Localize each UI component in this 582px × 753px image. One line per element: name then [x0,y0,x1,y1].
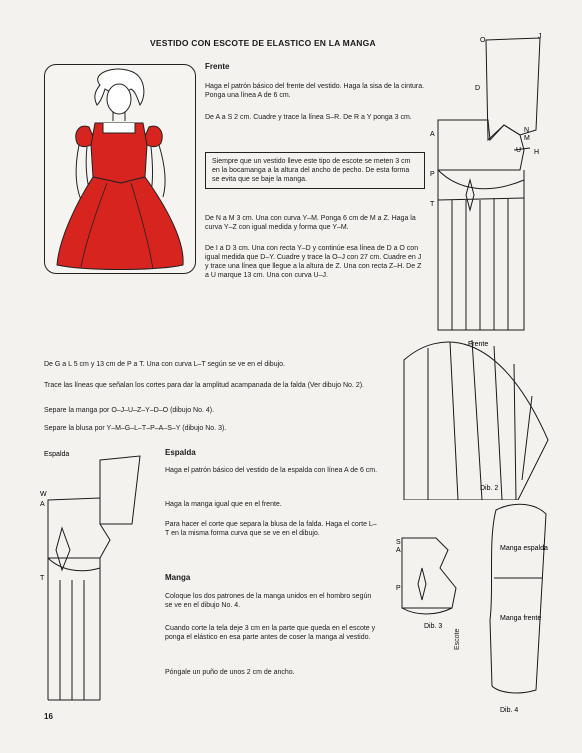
frente-heading: Frente [205,62,230,71]
frente-paragraph-4: De I a D 3 cm. Una con recta Y–D y continúe esa línea de D a O con igual medida que D–Y. Cuadre y trace la O–J con 27 cm. Cuadre en J y trace una línea que llegue a la altura de Z. Una con recta Z–H. De Z a U marque 13 cm. Una con curva U–J. [205,245,422,279]
dib3-blouse-drawing [396,528,476,638]
frente-paragraph-2: De A a S 2 cm. Cuadre y trace la línea S–R. De R a Y ponga 3 cm. [205,114,412,121]
svg-text:M: M [524,135,530,142]
dib2-skirt-drawing [398,330,558,500]
svg-text:T: T [40,575,45,582]
svg-text:A: A [396,547,401,554]
frente-drawing-label: Frente [468,341,489,348]
svg-text:D: D [475,85,481,92]
manga-heading: Manga [165,573,191,582]
dib3-label: Dib. 3 [424,623,443,630]
manga-espalda-label: Manga espalda [500,545,548,552]
page-title: VESTIDO CON ESCOTE DE ELASTICO EN LA MANGA [150,38,376,48]
svg-text:A: A [430,131,435,138]
mid-paragraph-4: Separe la blusa por Y–M–G–L–T–P–A–S–Y (dibujo No. 3). [44,425,227,432]
mid-paragraph-2: Trace las líneas que señalan los cortes para dar la amplitud acampanada de la falda (Ver dibujo No. 2). [44,382,364,389]
svg-text:N: N [524,127,530,134]
svg-text:A: A [40,501,45,508]
svg-text:T: T [430,201,435,208]
espalda-paragraph-1: Haga el patrón básico del vestido de la espalda con línea A de 6 cm. [165,467,378,474]
frente-paragraph-3: De N a M 3 cm. Una con curva Y–M. Ponga 6 cm de M a Z. Haga la curva Y–Z con igual medida y forma que Y–M. [205,215,416,231]
svg-text:U: U [516,147,522,154]
svg-text:H: H [534,149,540,156]
svg-text:P: P [396,585,401,592]
svg-text:P: P [430,171,435,178]
espalda-pattern-drawing [40,440,160,710]
escote-label: Escote [454,628,461,650]
manga-paragraph-1: Coloque los dos patrones de la manga unidos en el hombro según se ve en el dibujo No. 4. [165,593,372,609]
page-number: 16 [44,712,53,721]
mid-paragraph-1: De G a L 5 cm y 13 cm de P a T. Una con curva L–T según se ve en el dibujo. [44,361,285,368]
manga-paragraph-2: Cuando corte la tela deje 3 cm en la parte que queda en el escote y ponga el elástico en esa parte antes de coser la manga al vestido. [165,625,376,641]
manga-paragraph-3: Póngale un puño de unos 2 cm de ancho. [165,669,295,676]
dib4-label: Dib. 4 [500,707,519,714]
svg-text:S: S [396,539,401,546]
dib2-label: Dib. 2 [480,485,499,492]
svg-text:O: O [480,37,486,44]
svg-text:W: W [40,491,47,498]
espalda-paragraph-3: Para hacer el corte que separa la blusa de la falda. Haga el corte L–T en la misma forma curva que se ve en el dibujo. [165,521,377,537]
illustration-frame [44,64,196,274]
frente-note-box: Siempre que un vestido lleve este tipo de escote se meten 3 cm en la bocamanga a la altura del ancho de pecho. De esta forma se evita que se baje la manga. [205,152,425,189]
frente-pattern-drawing [428,30,548,350]
svg-text:J: J [538,33,542,40]
manga-frente-label: Manga frente [500,615,542,622]
mid-paragraph-3: Separe la manga por O–J–U–Z–Y–D–O (dibujo No. 4). [44,407,215,414]
frente-paragraph-1: Haga el patrón básico del frente del vestido. Haga la sisa de la cintura. Ponga una línea A de 6 cm. [205,83,425,99]
espalda-drawing-label: Espalda [44,451,70,458]
dress-illustration [45,65,195,273]
espalda-heading: Espalda [165,448,196,457]
espalda-paragraph-2: Haga la manga igual que en el frente. [165,501,282,508]
dib4-sleeve-drawing [476,500,556,722]
